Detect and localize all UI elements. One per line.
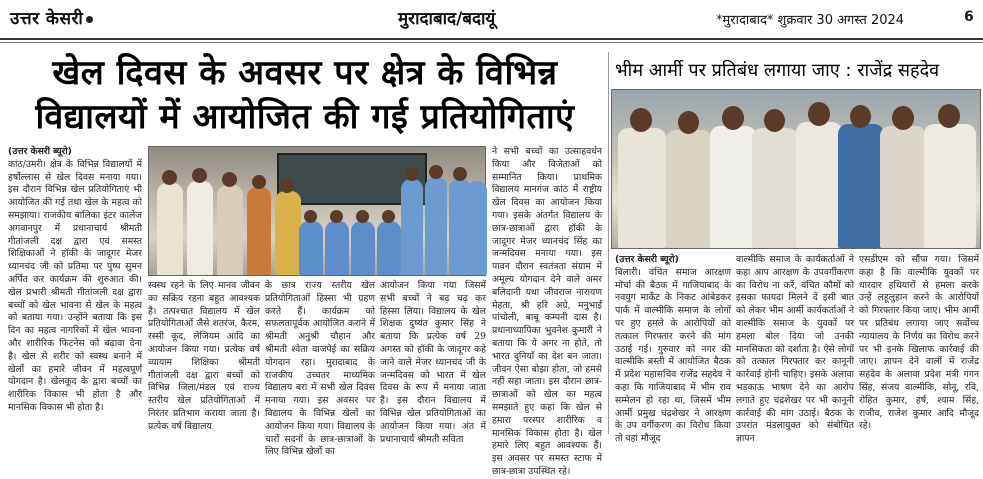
side-col1-text: बिलारी। वंचित समाज आरक्षण मोर्चा की बैठक में गाजियाबाद के नवयुग मार्केट के निकट आंबेडकर पार्क में वाल्मीकि समाज के लोगों पर हुए हमले के आरोपियों को तत्काल गिरफ्तार करने की मांग उठाई गई। गुरुवार को नगर की वाल्मीकि बस्ती में आयोजित बैठक में प्रदेश महासचिव राजेंद्र सहदेव ने कहा कि गाजियाबाद में भीम राव सम्मेलन हो रहा था, जिसमें भीम आर्मी प्रमुख चंद्रशेखर ने आरक्षण के उप वर्गीकरण का विरोध किया तो वहां मौजूद	[615, 266, 731, 445]
edition-city: मुरादाबाद/बदायूं	[398, 9, 496, 29]
masthead	[0, 0, 983, 52]
main-article-col5: ने सभी बच्चों का उत्साहवर्धन किया और विजेताओं को सम्मानित किया। प्राथमिक विद्यालय मानगंज कांठ में राष्ट्रीय खेल दिवस का आयोजन किया गया। इसके अंतर्गत विद्यालय के छात्र-छात्राओं द्वारा हॉकी के जादूगर मेजर ध्यानचंद सिंह का जन्मदिवस मनाया गया। इस पावन दौरान स्वतंत्रता संग्राम में अमूल्य योगदान देने वाले अमर बलिदानी यथा जीवराज नारायण मेहता, श्री हरि अग्रे, मनुभाई पांचोली, बाबू कम्पनी दास है। प्रधानाध्यापिका भुवनेश कुमारी ने बताया कि ये अगर ना होते, तो भारत दुनियाँ का देश बन जाता। जीवन ऐसा बोझा होता, जो हमसे नहीं सहा जाता। इस दौरान छात्र-छात्राओं को खेल का महत्व समझाते हुए कहा कि खेल से हमारा परस्पर शारीरिक व मानसिक विकास होता है। खेल हमारे लिए बहुत आवश्यक हैं। इस अवसर पर समस्त स्टाफ में छात्र-छात्रा उपस्थित रहे।	[492, 146, 602, 477]
main-headline	[8, 52, 602, 140]
main-col1-text: कांठ/उमरी। क्षेत्र के विभिन्न विद्यालयों में हर्षोल्लास से खेल दिवस मनाया गया। इस दौरान विभिन्न खेल प्रतियोगिताएं भी आयोजित की गई तथा खेल के महत्व को समझाया। राजकीय बालिका इंटर कालेज अगवानपुर में प्रधानाचार्य श्रीमती गीतांजली दक्ष द्वारा एवं समस्त शिक्षिकाओं ने हॉकी के जादूगर मेजर ध्यानचंद जी को प्रतिमा पर पुष्प सुमन अर्पित कर कार्यक्रम की शुरुआत की। खेल प्रभारी श्रीमती गीतांजली दक्ष द्वारा बच्चों को खेल भावना से खेल के महत्व को बताया गया। उन्होंने बताया कि इस दिन का महत्व नागरिकों में खेल भावना और शारीरिक फिटनेस को बढ़ावा देना है। खेल से शरीर को स्वस्थ बनाने में खेलों का हमारे जीवन में महत्वपूर्ण योगदान है। खेलकूद के द्वारा बच्चों का शारीरिक विकास भी होता है और मानसिक विकास भी होता है।	[8, 158, 142, 413]
page-number: 6	[964, 9, 974, 25]
main-article	[8, 52, 602, 477]
students-group-photo	[148, 146, 486, 276]
main-headline-line1: खेल दिवस के अवसर पर क्षेत्र के विभिन्न	[52, 53, 558, 93]
dateline: *मुरादाबाद* शुक्रवार 30 अगस्त 2024	[716, 13, 905, 28]
main-article-col2: स्वस्थ रहने के लिए मानव जीवन का सक्रिय रहना बहुत आवश्यक है। तत्पश्चात विद्यालय में खेल प्रतियोगिताओं जैसे शतरंज, कैरम, रस्सी कूद, लेजियम आदि का आयोजन किया गया। प्रत्येक वर्ष व्यायाम शिक्षिका श्रीमती गीतांजली दक्ष द्वारा बच्चों को विभिन्न जिला/मंडल एवं राज्य स्तरीय खेल प्रतियोगिताओं में निरंतर प्रतिभाग कराया जाता है। प्रत्येक वर्ष विद्यालय	[148, 280, 260, 432]
main-article-col3: के छात्र राज्य स्तरीय खेल प्रतियोगिताओं हिस्सा भी ग्रहण करते हैं। कार्यक्रम को सफलतापूर्वक आयोजित कराने में श्रीमती अनुश्री चौहान और श्रीमती श्वेता वाजपेई का सक्रिय योगदान रहा। मुरादाबाद के राजकीय उच्चतर माध्यमिक विद्यालय बरा में सभी खेल दिवस मनाया गया। इस अवसर पर विद्यालय के विभिन्न खेलों का आयोजन किया गया। विद्यालय के चारों सदनों के छात्र-छात्राओं के लिए विभिन्न खेलों का	[265, 280, 375, 458]
masthead-rule	[0, 38, 983, 40]
main-byline: (उत्तर केसरी ब्यूरो)	[8, 146, 72, 157]
main-article-col4: आयोजन किया गया जिसमें सभी बच्चों ने बढ़ चढ़ कर हिस्सा लिया। विद्यालय के खेल शिक्षक दुष्यंत कुमार सिंह ने बताया कि प्रत्येक वर्ष 29 अगस्त को हॉकी के जादूगर कहे जाने वाले मेजर ध्यानचंद जी के जन्मदिवस को भारत में खेल दिवस के रूप में मनाया जाता है। इस दौरान विद्यालय में विभिन्न खेल प्रतियोगिताओं का आयोजन किया गया। अंत में प्रधानाचार्य श्रीमती सविता	[380, 280, 486, 445]
brand-dot-icon	[86, 16, 93, 23]
side-article-col2: वाल्मीकि समाज के कार्यकर्ताओं ने कहा आप आरक्षण के उपवर्गीकरण का विरोध ना करें, वंचित कौमों को इसका फायदा मिलने दें इसी बात को लेकर भीम आर्मी कार्यकर्ताओं ने वाल्मीकि समाज के युवकों पर हमला बोल दिया जो उनकी मानसिकता को दर्शाता है। ऐसे लोगों को तत्काल गिरफ्तार कर कानूनी कार्रवाई होनी चाहिए। इसके अलावा भड़काऊ भाषण देने का आरोप लगाते हुए चंद्रशेखर पर भी कानूनी कार्रवाई की मांग उठाई। बैठक के उपरांत मंडलायुक्त को संबोधित ज्ञापन	[736, 254, 854, 445]
side-headline: भीम आर्मी पर प्रतिबंध लगाया जाए : राजेंद्र सहदेव	[615, 60, 940, 81]
newspaper-brand: उत्तर केसरी	[10, 6, 93, 29]
side-article	[608, 52, 983, 445]
main-headline-line2: विद्यालयों में आयोजित की गई प्रतियोगिताएं	[35, 97, 575, 137]
side-article-col1	[615, 254, 731, 445]
side-byline: (उत्तर केसरी ब्यूरो)	[615, 254, 679, 265]
delegation-group-photo	[611, 89, 981, 249]
masthead-rule-thin	[0, 42, 983, 43]
main-article-col1	[8, 146, 142, 434]
side-article-col3: एसडीएम को सौंपा गया। जिसमें कहा है कि वाल्मीकि युवकों पर धारदार हथियारों से हमला करके उन्हें लहूलुहान करने के आरोपियों को गिरफ्तार किया जाए। भीम आर्मी पर प्रतिबंध लगाया जाए सर्वोच्च न्यायालय के निर्णय का विरोध करने पर भी इनके खिलाफ कार्रवाई की जाए। ज्ञापन देने वालों में राजेंद्र सहदेव के अलावा प्रदेश मंत्री गगन सिंह, संजय वाल्मीकि, सोनू, रवि, रोहित कुमार, हर्ष, श्याम सिंह, राजीव, राजेश कुमार आदि मौजूद रहे।	[859, 254, 979, 432]
